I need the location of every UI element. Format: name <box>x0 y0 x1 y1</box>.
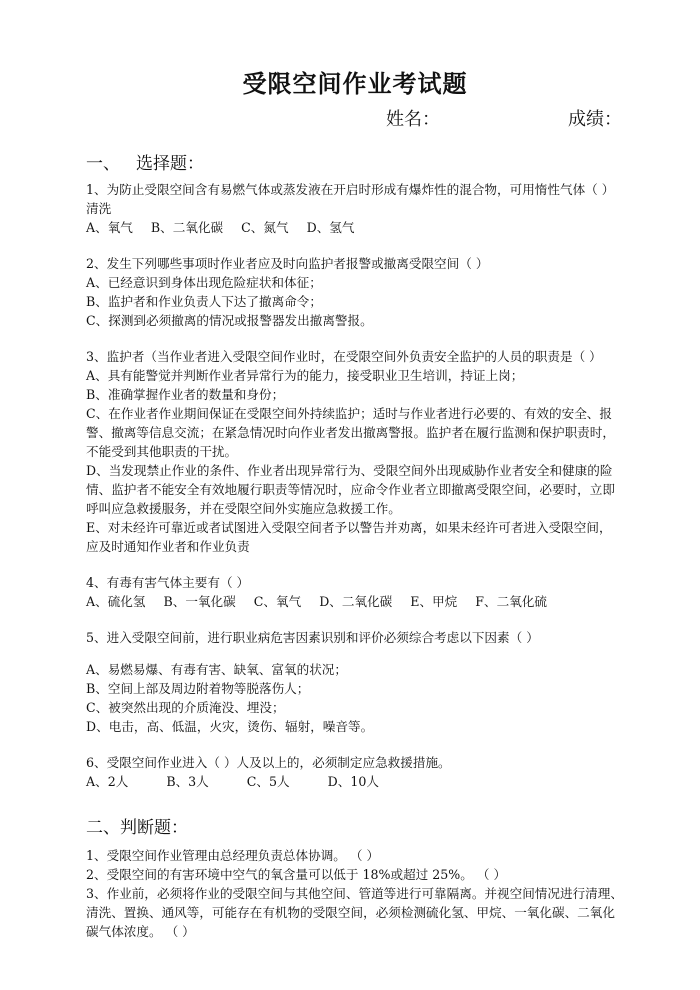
option: E、甲烷 <box>410 594 458 609</box>
question-3: 3、监护者（当作业者进入受限空间作业时，在受限空间外负责安全监护的人员的职责是（ ） <box>86 349 602 364</box>
question-4: 4、有毒有害气体主要有（ ） <box>86 575 250 590</box>
option: B、监护者和作业负责人下达了撤离命令； <box>86 294 322 309</box>
option: D、氢气 <box>306 220 355 235</box>
option: E、对未经许可靠近或者试图进入受限空间者予以警告并劝离，如果未经许可者进入受限空间，应及时通知作业者和作业负责 <box>86 520 612 554</box>
question-1: 1、为防止受限空间含有易燃气体或蒸发液在开启时形成有爆炸性的混合物，可用惰性气体（ ）清洗 <box>86 182 615 216</box>
option: C、氮气 <box>241 220 289 235</box>
name-label: 姓名： <box>386 109 440 130</box>
question-6: 6、受限空间作业进入（ ）人及以上的，必须制定应急救援措施。 <box>86 755 451 770</box>
question-2: 2、发生下列哪些事项时作业者应及时向监护者报警或撤离受限空间（ ） <box>86 256 489 271</box>
option: D、10人 <box>327 774 379 789</box>
option: F、二氧化硫 <box>475 594 547 609</box>
option: A、氧气 <box>86 220 133 235</box>
option: C、在作业者作业期间保证在受限空间外持续监护；适时与作业者进行必要的、有效的安全、报警、撤离等信息交流；在紧急情况时向作业者发出撤离警报。监护者在履行监测和保护职责时，不能受到其他职责的干扰。 <box>86 406 615 459</box>
option: B、3人 <box>166 774 209 789</box>
option: C、5人 <box>246 774 290 789</box>
judgement-item: 3、作业前，必须将作业的受限空间与其他空间、管道等进行可靠隔离。并视空间情况进行清理、清洗、置换、通风等，可能存在有机物的受限空间，必须检测硫化氢、甲烷、一氧化碳、二氧化碳气体浓度。 （ ） <box>86 886 623 939</box>
name-score-bar <box>86 105 624 131</box>
option: A、已经意识到身体出现危险症状和体征； <box>86 275 322 290</box>
option: A、具有能警觉并判断作业者异常行为的能力，接受职业卫生培训，持证上岗； <box>86 368 524 383</box>
section-2-heading: 二、判断题： <box>86 818 188 838</box>
option: C、被突然出现的介质淹没、埋没； <box>86 700 285 715</box>
section-1-heading <box>86 149 624 174</box>
option: A、2人 <box>86 774 129 789</box>
score-label: 成绩： <box>568 109 622 130</box>
question-4-options <box>86 592 624 611</box>
judgement-item: 2、受限空间的有害环境中空气的氧含量可以低于 18%或超过 25%。 （ ） <box>86 867 507 882</box>
option: C、探测到必须撤离的情况或报警器发出撤离警报。 <box>86 313 373 328</box>
option: D、当发现禁止作业的条件、作业者出现异常行为、受限空间外出现威胁作业者安全和健康的险情、监护者不能安全有效地履行职责等情况时，应命令作业者立即撤离受限空间，必要时，立即呼叫应急救援服务，并在受限空间外实施应急救援工作。 <box>86 463 615 516</box>
option: B、二氧化碳 <box>150 220 224 235</box>
question-1-options <box>86 218 624 237</box>
option: D、二氧化碳 <box>319 594 393 609</box>
judgement-item: 1、受限空间作业管理由总经理负责总体协调。 （ ） <box>86 848 380 863</box>
option: B、准确掌握作业者的数量和身份； <box>86 387 285 402</box>
option: A、硫化氢 <box>86 594 146 609</box>
page-title: 受限空间作业考试题 <box>242 70 468 98</box>
option: C、氧气 <box>253 594 302 609</box>
section-1-number: 一、 <box>86 154 120 174</box>
question-5: 5、进入受限空间前，进行职业病危害因素识别和评价必须综合考虑以下因素（ ） <box>86 630 539 645</box>
option: B、一氧化碳 <box>163 594 236 609</box>
option: D、电击，高、低温，火灾，烫伤、辐射，噪音等。 <box>86 719 374 734</box>
section-1-title: 选择题： <box>136 154 204 174</box>
option: A、易燃易爆、有毒有害、缺氧、富氧的状况； <box>86 662 347 677</box>
question-6-options <box>86 772 624 791</box>
option: B、空间上部及周边附着物等脱落伤人； <box>86 681 310 696</box>
